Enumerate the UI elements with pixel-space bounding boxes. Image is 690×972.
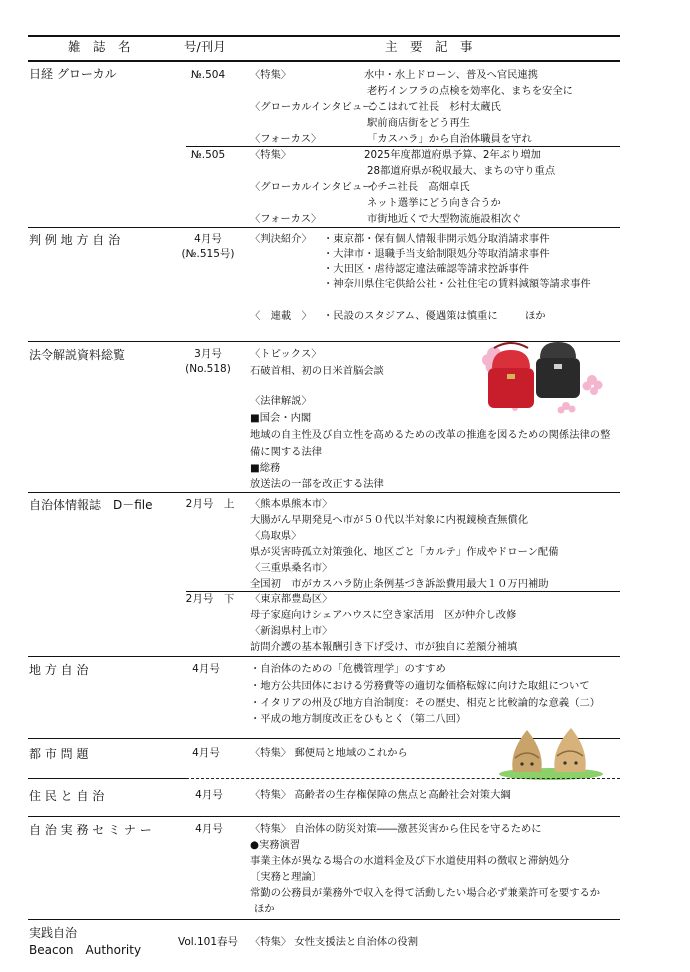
- bamboo-shoot-left: [512, 730, 541, 772]
- article-title: 2025年度都道府県予算、2年ぶり増加: [364, 149, 541, 161]
- category-label: 〔実務と理論〕: [250, 871, 323, 883]
- issue-number: №.504: [190, 69, 226, 81]
- row-rule: [28, 778, 186, 779]
- region-label: 〈新潟県村上市〉: [250, 625, 333, 637]
- article-title: 母子家庭向けシェアハウスに空き家活用 区が仲介し改修: [250, 609, 517, 621]
- issue-number: Vol.101春号: [177, 936, 239, 948]
- article-subtitle: 老朽インフラの点検を効率化、まちを安全に: [367, 85, 573, 97]
- column-header-articles: 主 要 記 事: [385, 39, 473, 54]
- section-label: 〈グローカルインタビュー〉: [250, 181, 383, 193]
- article-title: ・大津市・退職手当支給制限処分等取消請求事件: [323, 248, 550, 260]
- row-rule: [28, 656, 620, 657]
- issue-month: 4月号: [192, 663, 220, 675]
- article-title: 事業主体が異なる場合の水道料金及び下水道使用料の徴収と滞納処分: [250, 855, 570, 867]
- article-title: 放送法の一部を改正する法律: [250, 478, 384, 490]
- section-label: 〈フォーカス〉: [250, 133, 322, 145]
- region-label: 〈熊本県熊本市〉: [250, 498, 333, 510]
- article-title: 県が災害時孤立対策強化、地区ごと「カルテ」作成やドローン配備: [250, 546, 559, 558]
- issue-number: 2月号 下: [185, 593, 235, 605]
- etc-note: ほか: [254, 903, 275, 915]
- magazine-name-horei: 法令解説資料総覧: [29, 348, 126, 362]
- article-title: 〈特集〉 高齢者の生存権保障の焦点と高齢社会対策大綱: [250, 789, 511, 801]
- article-subtitle: 28都道府県が税収最大、まちの守り重点: [367, 165, 556, 177]
- article-title: 「カスハラ」から自治体職員を守れ: [367, 133, 532, 145]
- article-title: 〈特集〉 女性支援法と自治体の役割: [250, 936, 419, 948]
- bamboo-shoot-right: [554, 728, 585, 772]
- category-label: ●実務演習: [250, 839, 301, 851]
- section-label: 〈判決紹介〉: [250, 233, 312, 245]
- header-top-rule: [28, 35, 620, 37]
- etc-note: ほか: [525, 310, 546, 322]
- magazine-name-jichi-jitsumu-seminar: 自 治 実 務 セ ミ ナ ー: [29, 823, 152, 837]
- magazine-name-dfile: 自治体情報誌 D－file: [29, 498, 153, 512]
- sub-rule: [186, 591, 620, 592]
- issue-month: 4月号: [194, 233, 222, 245]
- issue-number: №.505: [190, 149, 226, 161]
- article-title: ・平成の地方制度改正をひもとく（第二八回）: [250, 713, 467, 725]
- row-rule-dashed: [186, 778, 620, 779]
- article-title: 訪問介護の基本報酬引き下げ受け、市が独自に差額分補填: [250, 641, 518, 653]
- article-title: イチニ社長 高畑卓氏: [367, 181, 470, 193]
- sub-rule: [186, 146, 620, 147]
- column-header-issue: 号/刊月: [184, 39, 226, 54]
- article-title: ・神奈川県住宅供給公社・公社住宅の賃料減額等請求事件: [323, 278, 591, 290]
- issue-month: 3月号: [194, 348, 222, 360]
- article-title: 石破首相、初の日米首脳会談: [250, 365, 384, 377]
- section-label: 〈トピックス〉: [250, 348, 322, 360]
- article-title: 備に関する法律: [250, 446, 323, 458]
- category-label: ■総務: [250, 462, 281, 474]
- section-label: 〈法律解説〉: [250, 395, 312, 407]
- article-title: 市街地近くで大型物流施設相次ぐ: [367, 213, 522, 225]
- issue-number: (№.515号): [181, 248, 235, 260]
- section-label: 〈グローカルインタビュー〉: [250, 101, 383, 113]
- article-title: 水中・水上ドローン、普及へ官民連携: [364, 69, 539, 81]
- section-label: 〈特集〉: [250, 69, 292, 81]
- issue-number: 2月号 上: [185, 498, 235, 510]
- magazine-name-beacon-authority: Beacon Authority: [29, 943, 142, 957]
- row-rule: [28, 492, 620, 493]
- issue-month: 4月号: [195, 789, 223, 801]
- section-label: 〈特集〉: [250, 149, 292, 161]
- article-title: 〈特集〉 自治体の防災対策――激甚災害から住民を守るために: [250, 823, 542, 835]
- row-rule: [28, 919, 620, 920]
- magazine-name-jumin-to-jichi: 住 民 と 自 治: [29, 789, 105, 803]
- magazine-name-hanrei: 判 例 地 方 自 治: [29, 233, 121, 247]
- issue-number: (No.518): [185, 363, 231, 375]
- article-subtitle: 駅前商店街をどう再生: [367, 117, 470, 129]
- article-title: ・地方公共団体における労務費等の適切な価格転嫁に向けた取組について: [250, 680, 590, 692]
- header-bottom-rule: [28, 60, 620, 62]
- region-label: 〈鳥取県〉: [250, 530, 302, 542]
- article-title: 地域の自主性及び自立性を高めるための改革の推進を図るための関係法律の整: [250, 429, 611, 441]
- magazine-name-nikkei-glocal: 日経 グローカル: [29, 67, 117, 81]
- article-title: 常勤の公務員が業務外で収入を得て活動したい場合必ず兼業許可を要するか: [250, 887, 601, 899]
- article-title: ・自治体のための「危機管理学」のすすめ: [250, 663, 446, 675]
- issue-month: 4月号: [195, 823, 223, 835]
- region-label: 〈三重県桑名市〉: [250, 562, 333, 574]
- article-title: 〈特集〉 郵便局と地域のこれから: [250, 747, 408, 759]
- column-header-magazine: 雑 誌 名: [68, 39, 131, 54]
- row-rule: [28, 816, 620, 817]
- row-rule: [28, 227, 620, 228]
- article-title: 大腸がん早期発見へ市が５０代以半対象に内視鏡検査無償化: [250, 514, 529, 526]
- region-label: 〈東京都豊島区〉: [250, 593, 333, 605]
- school-bag-illustration: [480, 340, 606, 414]
- black-bag: [536, 342, 580, 398]
- article-title: ・東京都・保有個人情報非開示処分取消請求事件: [323, 233, 550, 245]
- article-subtitle: ネット選挙にどう向き合うか: [367, 197, 501, 209]
- bamboo-shoot-illustration: [497, 726, 605, 780]
- section-label: 〈 連載 〉: [250, 310, 312, 322]
- magazine-name-toshi-mondai: 都 市 問 題: [29, 747, 89, 761]
- section-label: 〈フォーカス〉: [250, 213, 322, 225]
- article-title: ここはれて社長 杉村太蔵氏: [367, 101, 501, 113]
- magazine-name-jissen-jichi: 実践自治: [29, 926, 78, 940]
- issue-month: 4月号: [192, 747, 220, 759]
- magazine-name-chiho-jichi: 地 方 自 治: [29, 663, 89, 677]
- category-label: ■国会・内閣: [250, 412, 312, 424]
- article-title: ・イタリアの州及び地方自治制度：その歴史、相克と比較論的な意義（二）: [250, 697, 601, 709]
- article-title: ・民設のスタジアム、優遇策は慎重に: [323, 310, 498, 322]
- article-title: ・大田区・虐待認定違法確認等請求控訴事件: [323, 263, 529, 275]
- article-title: 全国初 市がカスハラ防止条例基づき訴訟費用最大１０万円補助: [250, 578, 549, 590]
